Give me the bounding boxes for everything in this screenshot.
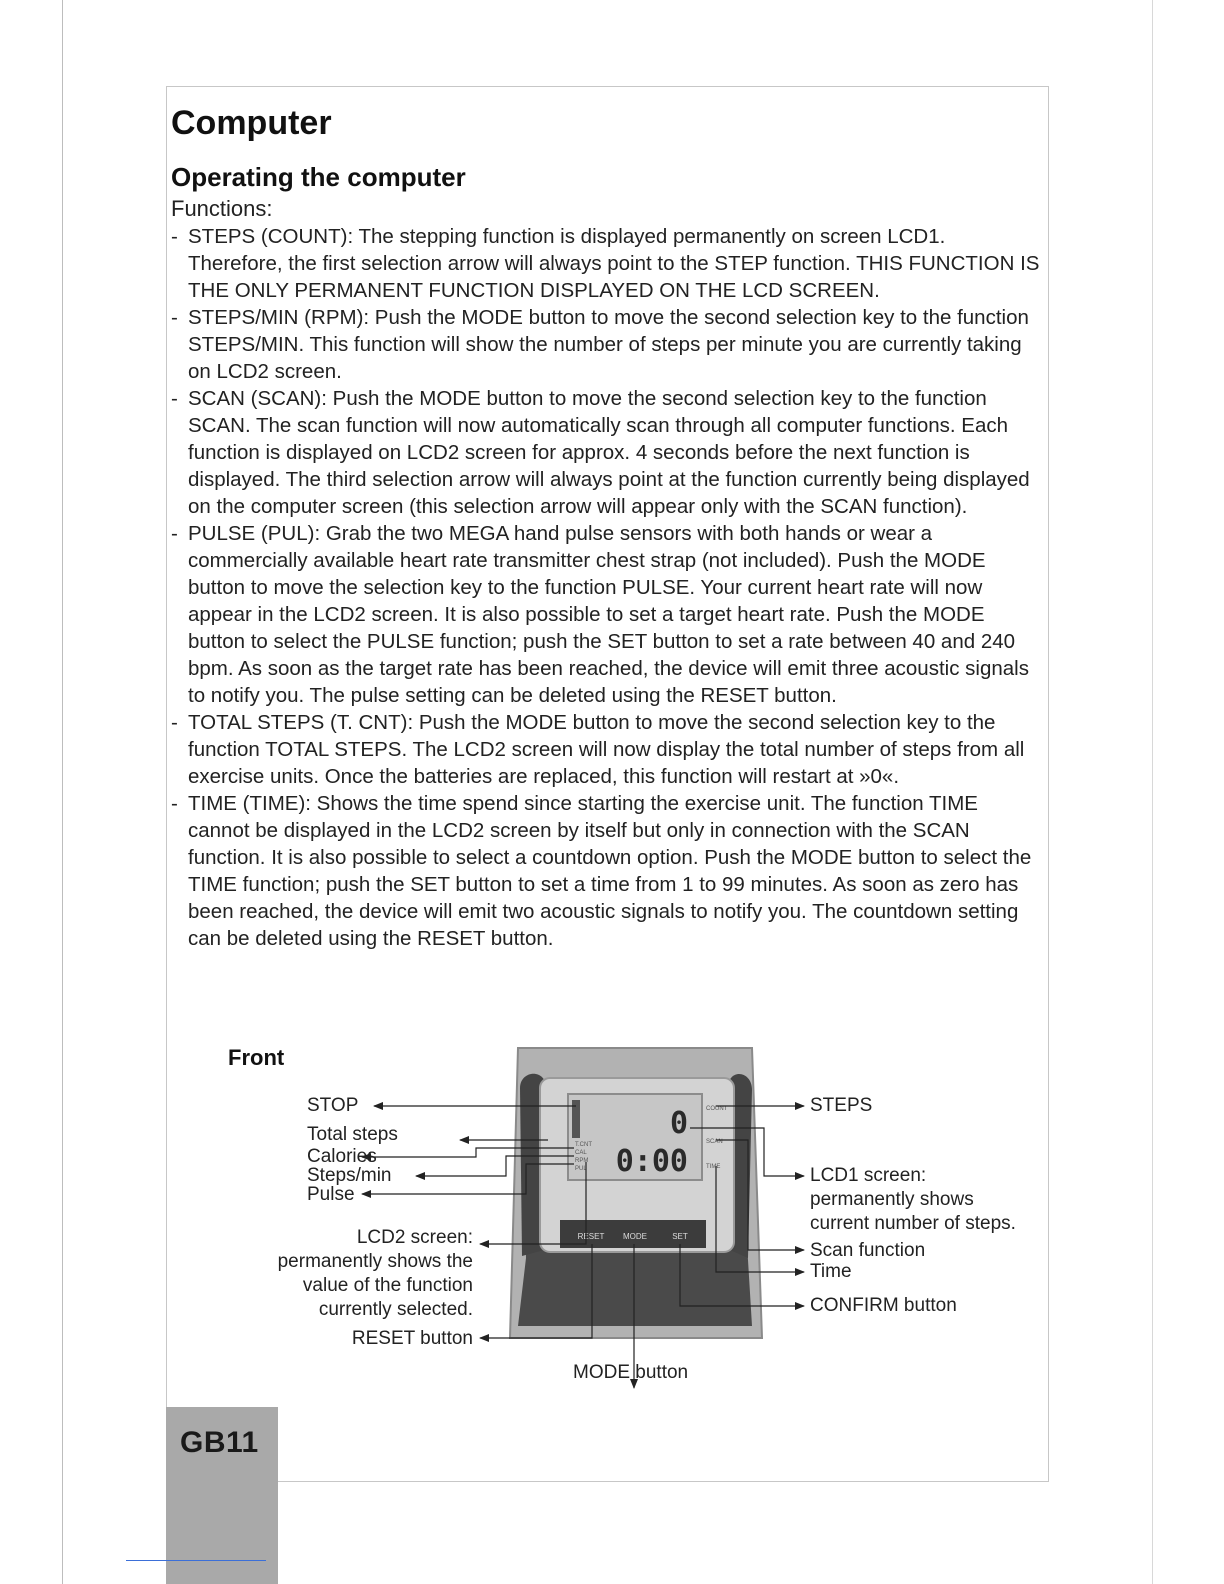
function-pulse-text: PULSE (PUL): Grab the two MEGA hand pulse sensors with both hands or wear a commercially available heart rate transmitter chest strap (not included). Push the MODE button to move the selection key to the function PULSE. Your current heart rate will now appear in the LCD2 screen. It is also possible to set a target heart rate. Push the MODE button to select the PULSE function; push the SET button to set a rate between 40 and 240 bpm. As soon as the target rate has been reached, the device will emit three acoustic signals to notify you. The pulse setting can be deleted using the RESET button.	[188, 522, 1029, 707]
bullet-dash: -	[171, 792, 178, 815]
lcd2-value: 0:00	[615, 1144, 688, 1179]
console-reset-button[interactable]: RESET	[577, 1232, 605, 1241]
diagram-heading: Front	[228, 1045, 285, 1070]
page-title: Computer	[171, 104, 332, 142]
indicator-t-cnt: T.CNT	[575, 1142, 592, 1148]
bullet-dash: -	[171, 522, 178, 545]
bullet-dash: -	[171, 306, 178, 329]
indicator-cal: CAL	[575, 1150, 587, 1156]
console-mode-button[interactable]: MODE	[623, 1232, 647, 1241]
label-steps-min: Steps/min	[307, 1165, 392, 1186]
label-scan-function: Scan function	[810, 1240, 926, 1261]
footer-link-underline	[126, 1560, 266, 1561]
indicator-rpm: RPM	[575, 1158, 589, 1164]
function-time-text: TIME (TIME): Shows the time spend since starting the exercise unit. The function TIME cannot be displayed in the LCD2 screen by itself but only in connection with the SCAN function. It is also possible to select a countdown option. Push the MODE button to select the TIME function; push the SET button to set a time from 1 to 99 minutes. As soon as zero has been reached, the device will emit two acoustic signals to notify you. The countdown setting can be deleted using the RESET button.	[188, 792, 1032, 950]
bullet-dash: -	[171, 711, 178, 734]
function-steps-min-text: STEPS/MIN (RPM): Push the MODE button to move the second selection key to the function STEPS/MIN. This function will show the number of steps per minute you are currently taking on LCD2 screen.	[188, 306, 1029, 383]
bullet-dash: -	[171, 387, 178, 410]
indicator-pul: PUL	[575, 1166, 587, 1172]
lcd1-value: 0	[669, 1106, 688, 1141]
indicator-count: COUNT	[706, 1106, 728, 1112]
label-reset-button: RESET button	[351, 1328, 473, 1349]
function-steps-text: STEPS (COUNT): The stepping function is displayed permanently on screen LCD1. Therefore, the first selection arrow will always point to the STEP function. THIS FUNCTION IS THE ONLY PERMANENT FUNCTION DISPLAYED ON THE LCD SCREEN.	[188, 225, 1040, 302]
function-total-steps-text: TOTAL STEPS (T. CNT): Push the MODE button to move the second selection key to the function TOTAL STEPS. The LCD2 screen will now display the total number of steps from all exercise units. Once the batteries are replaced, this function will restart at »0«.	[188, 711, 1025, 788]
label-mode-button: MODE button	[573, 1362, 689, 1383]
function-scan-text: SCAN (SCAN): Push the MODE button to move the second selection key to the function SCAN. The scan function will now automatically scan through all computer functions. Each function is displayed on LCD2 screen for approx. 4 seconds before the next function is displayed. The third selection arrow will always point at the function currently being displayed on the computer screen (this selection arrow will appear only with the SCAN function).	[188, 387, 1030, 518]
label-lcd1-line2: permanently shows	[810, 1189, 974, 1210]
indicator-scan: SCAN	[706, 1139, 723, 1145]
label-steps: STEPS	[810, 1095, 873, 1116]
label-calories: Calories	[307, 1146, 377, 1167]
console-device	[510, 1048, 762, 1338]
label-lcd2-line1: LCD2 screen:	[356, 1227, 473, 1248]
label-lcd2-line2: permanently shows the	[277, 1251, 473, 1272]
label-lcd1-line3: current number of steps.	[810, 1213, 1016, 1234]
label-lcd2-line3: value of the function	[302, 1275, 473, 1296]
label-pulse: Pulse	[307, 1184, 355, 1205]
label-lcd2-line4: currently selected.	[318, 1299, 473, 1320]
label-confirm-button: CONFIRM button	[810, 1295, 957, 1316]
functions-heading: Functions:	[171, 196, 273, 221]
section-subtitle: Operating the computer	[171, 162, 466, 192]
console-set-button[interactable]: SET	[672, 1232, 688, 1241]
page-number: GB11	[180, 1426, 259, 1459]
label-lcd1-line1: LCD1 screen:	[810, 1165, 927, 1186]
label-total-steps: Total steps	[307, 1124, 398, 1145]
bullet-dash: -	[171, 225, 178, 248]
indicator-time: TIME	[706, 1164, 721, 1170]
label-time: Time	[810, 1261, 852, 1282]
label-stop: STOP	[307, 1095, 359, 1116]
